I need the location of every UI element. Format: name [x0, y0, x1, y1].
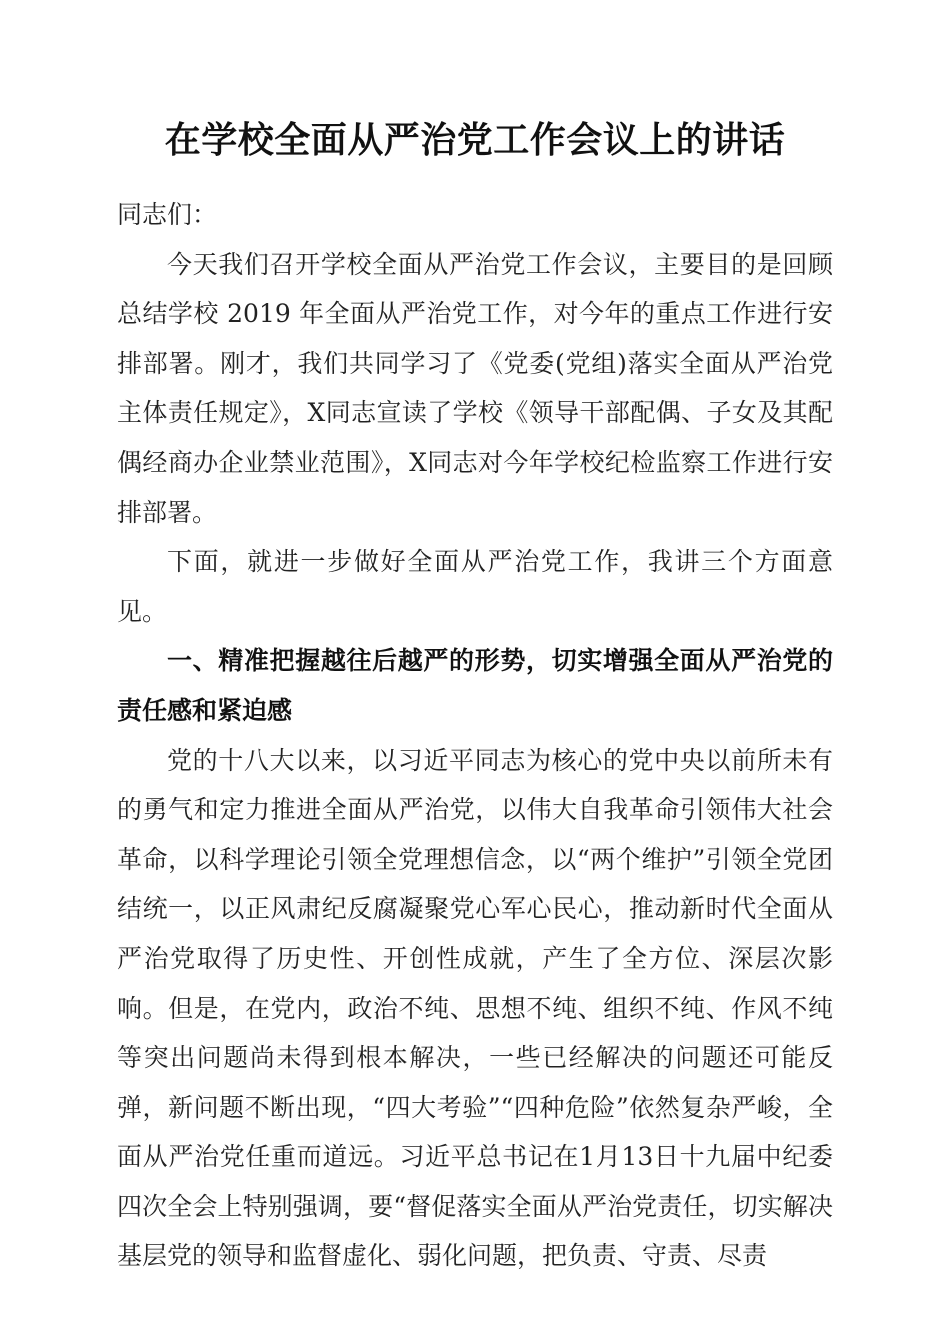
document-title: 在学校全面从严治党工作会议上的讲话 — [164, 119, 786, 161]
paragraph-intro: 下面，就进一步做好全面从严治党工作，我讲三个方面意见。 — [117, 547, 833, 626]
section-heading: 一、精准把握越往后越严的形势，切实增强全面从严治党的责任感和紧迫感 — [117, 646, 833, 725]
salutation: 同志们： — [117, 200, 218, 229]
paragraph-opening: 今天我们召开学校全面从严治党工作会议，主要目的是回顾总结学校 2019 年全面从严治党工作，对今年的重点工作进行安排部署。刚才，我们共同学习了《党委(党组)落实全面从严治党主体责任规定》，X同志宣读了学校《领导干部配偶、子女及其配偶经商办企业禁业范围》，X同志对今年学校纪检监察工作进行安排部署。 — [117, 249, 833, 527]
document-body — [117, 190, 833, 1281]
section-paragraph: 党的十八大以来，以习近平同志为核心的党中央以前所未有的勇气和定力推进全面从严治党，以伟大自我革命引领伟大社会革命，以科学理论引领全党理想信念，以“两个维护”引领全党团结统一，以正风肃纪反腐凝聚党心军心民心，推动新时代全面从严治党取得了历史性、开创性成就，产生了全方位、深层次影响。但是，在党内，政治不纯、思想不纯、组织不纯、作风不纯等突出问题尚未得到根本解决，一些已经解决的问题还可能反弹，新问题不断出现，“四大考验”“四种危险”依然复杂严峻，全面从严治党任重而道远。习近平总书记在1月13日十九届中纪委四次全会上特别强调，要“督促落实全面从严治党责任，切实解决基层党的领导和监督虚化、弱化问题，把负责、守责、尽责 — [117, 745, 833, 1271]
